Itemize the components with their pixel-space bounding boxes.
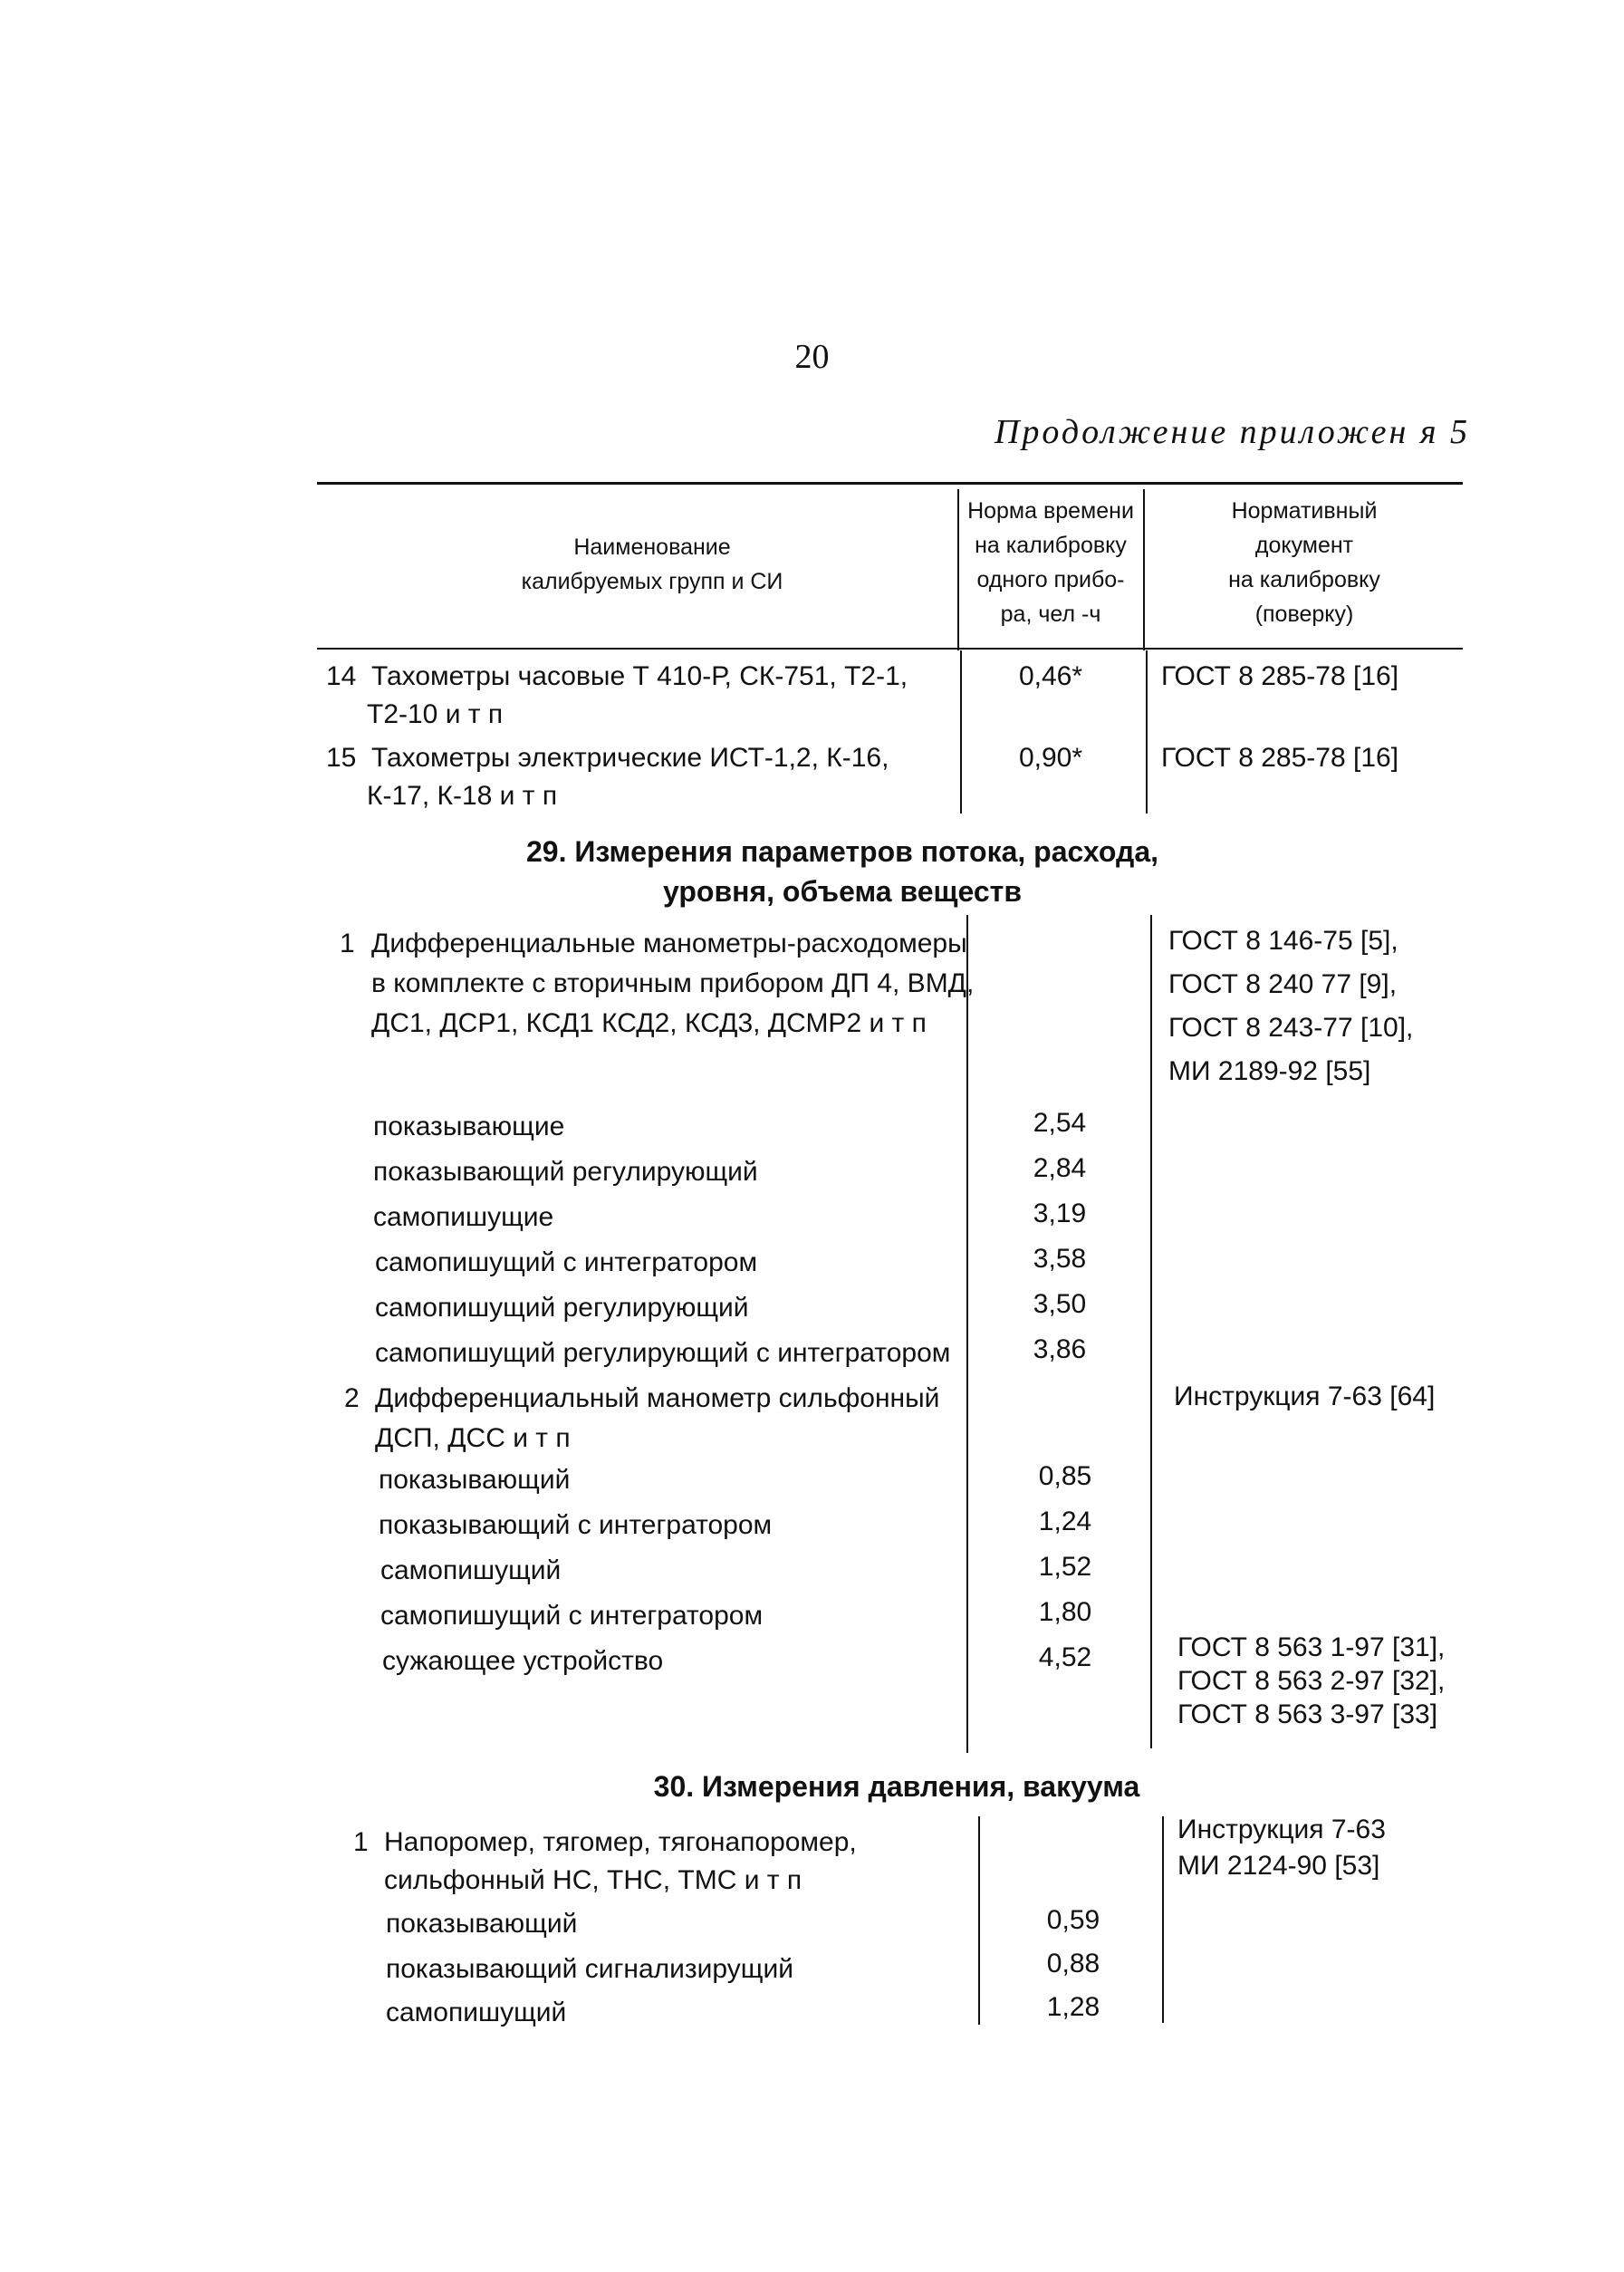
item-doc-line: Инструкция 7-63: [1177, 1815, 1386, 1844]
item-doc-line: ГОСТ 8 146-75 [5],: [1168, 926, 1398, 956]
header-col-norm: [960, 494, 1141, 631]
item-doc: [1177, 1812, 1386, 1884]
header-divider-2: [1143, 489, 1145, 650]
column-divider-2: [1146, 650, 1148, 813]
row-name-line: Т2-10 и т п: [367, 699, 504, 729]
subitem-norm: 4,52: [1038, 1642, 1092, 1672]
subitem-norm: 3,86: [1033, 1334, 1087, 1364]
header-col-norm-line: Норма времени: [967, 498, 1134, 524]
subitem-norm: 1,24: [1038, 1507, 1092, 1536]
subitem-label: показывающие: [373, 1112, 565, 1141]
subitem-label: показывающий регулирующий: [373, 1157, 758, 1187]
subitem-label: самопишущий с интегратором: [380, 1601, 764, 1631]
column-divider-1: [960, 650, 962, 813]
subitem-label: самопишущие: [373, 1202, 554, 1232]
header-col-name-line: калибруемых групп и СИ: [521, 569, 783, 594]
subitem-label: самопишущий: [380, 1555, 562, 1585]
row-name-line: К-17, К-18 и т п: [367, 781, 558, 811]
subitem-norm: 3,50: [1033, 1289, 1087, 1319]
subitem-label: сужающее устройство: [382, 1646, 664, 1676]
item-name-line: Дифференциальный манометр сильфонный: [375, 1383, 940, 1413]
item-name-line: Дифференциальные манометры-расходомеры: [371, 929, 967, 958]
column-divider-1: [966, 915, 968, 1753]
subitem-norm: 2,54: [1033, 1108, 1087, 1138]
subitem-norm: 3,58: [1033, 1244, 1087, 1274]
item-name-line: ДСП, ДСС и т п: [375, 1423, 571, 1453]
row-name-line: Тахометры электрические ИСТ-1,2, К-16,: [371, 743, 889, 773]
row-number: 15: [326, 743, 357, 773]
subitem-label: самопишущий: [386, 1998, 567, 2027]
column-divider-1: [978, 1816, 980, 2025]
section-title: [453, 832, 1232, 911]
header-col-doc: [1155, 494, 1454, 631]
section-title-line: 29. Измерения параметров потока, расхода,: [525, 835, 1158, 868]
item-number: 1: [340, 929, 355, 958]
row-norm: 0,46*: [1018, 661, 1083, 691]
header-divider-1: [957, 489, 959, 650]
header-col-doc-line: на калибровку: [1228, 567, 1380, 592]
item-name-line: в комплекте с вторичным прибором ДП 4, ВМД,: [371, 968, 975, 998]
subitem-label: самопишущий регулирующий: [375, 1293, 749, 1323]
item-number: 2: [344, 1383, 360, 1413]
page-number: 20: [794, 338, 830, 376]
subitem-label: показывающий: [379, 1465, 571, 1495]
item-doc: Инструкция 7-63 [64]: [1174, 1381, 1436, 1411]
subitem-norm: 1,52: [1038, 1552, 1092, 1582]
subitem-norm: 0,88: [1046, 1949, 1100, 1978]
subitem-norm: 3,19: [1033, 1199, 1087, 1228]
subitem-doc: [1177, 1631, 1445, 1731]
item-doc-line: ГОСТ 8 240 77 [9],: [1168, 969, 1398, 999]
header-col-norm-line: ра, чел -ч: [1000, 602, 1101, 627]
item-name-line: Напоромер, тягомер, тягонапоромер,: [384, 1827, 857, 1857]
subitem-label: самопишущий регулирующий с интегратором: [375, 1338, 951, 1368]
subitem-norm: 0,59: [1046, 1905, 1100, 1935]
header-col-doc-line: документ: [1254, 533, 1354, 558]
item-doc-line: МИ 2189-92 [55]: [1168, 1056, 1371, 1086]
header-col-name-line: Наименование: [573, 534, 731, 560]
item-doc-line: ГОСТ 8 243-77 [10],: [1168, 1013, 1414, 1043]
row-norm: 0,90*: [1018, 743, 1083, 773]
row-name-line: Тахометры часовые Т 410-Р, СК-751, Т2-1,: [371, 661, 908, 691]
subitem-label: показывающий сигнализирущий: [386, 1954, 793, 1984]
item-number: 1: [353, 1827, 369, 1857]
section-title-line: уровня, объема веществ: [662, 875, 1022, 908]
column-divider-2: [1150, 915, 1152, 1748]
continuation-label: Продолжение приложен я 5: [994, 413, 1470, 451]
subitem-norm: 0,85: [1038, 1461, 1092, 1491]
item-name-line: ДС1, ДСР1, КСД1 КСД2, КСД3, ДСМР2 и т п: [371, 1008, 927, 1038]
subitem-norm: 1,28: [1046, 1992, 1100, 2022]
header-col-doc-line: Нормативный: [1231, 498, 1378, 524]
item-name-line: сильфонный НС, ТНС, ТМС и т п: [384, 1865, 802, 1895]
subitem-doc-line: ГОСТ 8 563 2-97 [32],: [1177, 1666, 1446, 1696]
header-col-norm-line: одного прибо-: [976, 567, 1125, 592]
header-col-norm-line: на калибровку: [975, 533, 1127, 558]
header-bottom-rule: [317, 648, 1463, 650]
item-doc: [1168, 919, 1413, 1093]
table-top-rule: [317, 482, 1463, 485]
subitem-label: показывающий с интегратором: [379, 1510, 773, 1540]
subitem-norm: 1,80: [1038, 1597, 1092, 1627]
header-col-name: [444, 530, 860, 599]
subitem-label: самопишущий с интегратором: [375, 1247, 758, 1277]
subitem-doc-line: ГОСТ 8 563 3-97 [33]: [1177, 1699, 1438, 1729]
header-col-doc-line: (поверку): [1254, 602, 1354, 627]
item-doc-line: МИ 2124-90 [53]: [1177, 1851, 1380, 1881]
row-doc: ГОСТ 8 285-78 [16]: [1161, 661, 1399, 691]
subitem-label: показывающий: [386, 1909, 578, 1939]
section-title: 30. Измерения давления, вакуума: [653, 1770, 1140, 1803]
subitem-norm: 2,84: [1033, 1153, 1087, 1183]
subitem-doc-line: ГОСТ 8 563 1-97 [31],: [1177, 1632, 1446, 1662]
row-doc: ГОСТ 8 285-78 [16]: [1161, 743, 1399, 773]
row-number: 14: [326, 661, 357, 691]
column-divider-2: [1162, 1816, 1164, 2023]
